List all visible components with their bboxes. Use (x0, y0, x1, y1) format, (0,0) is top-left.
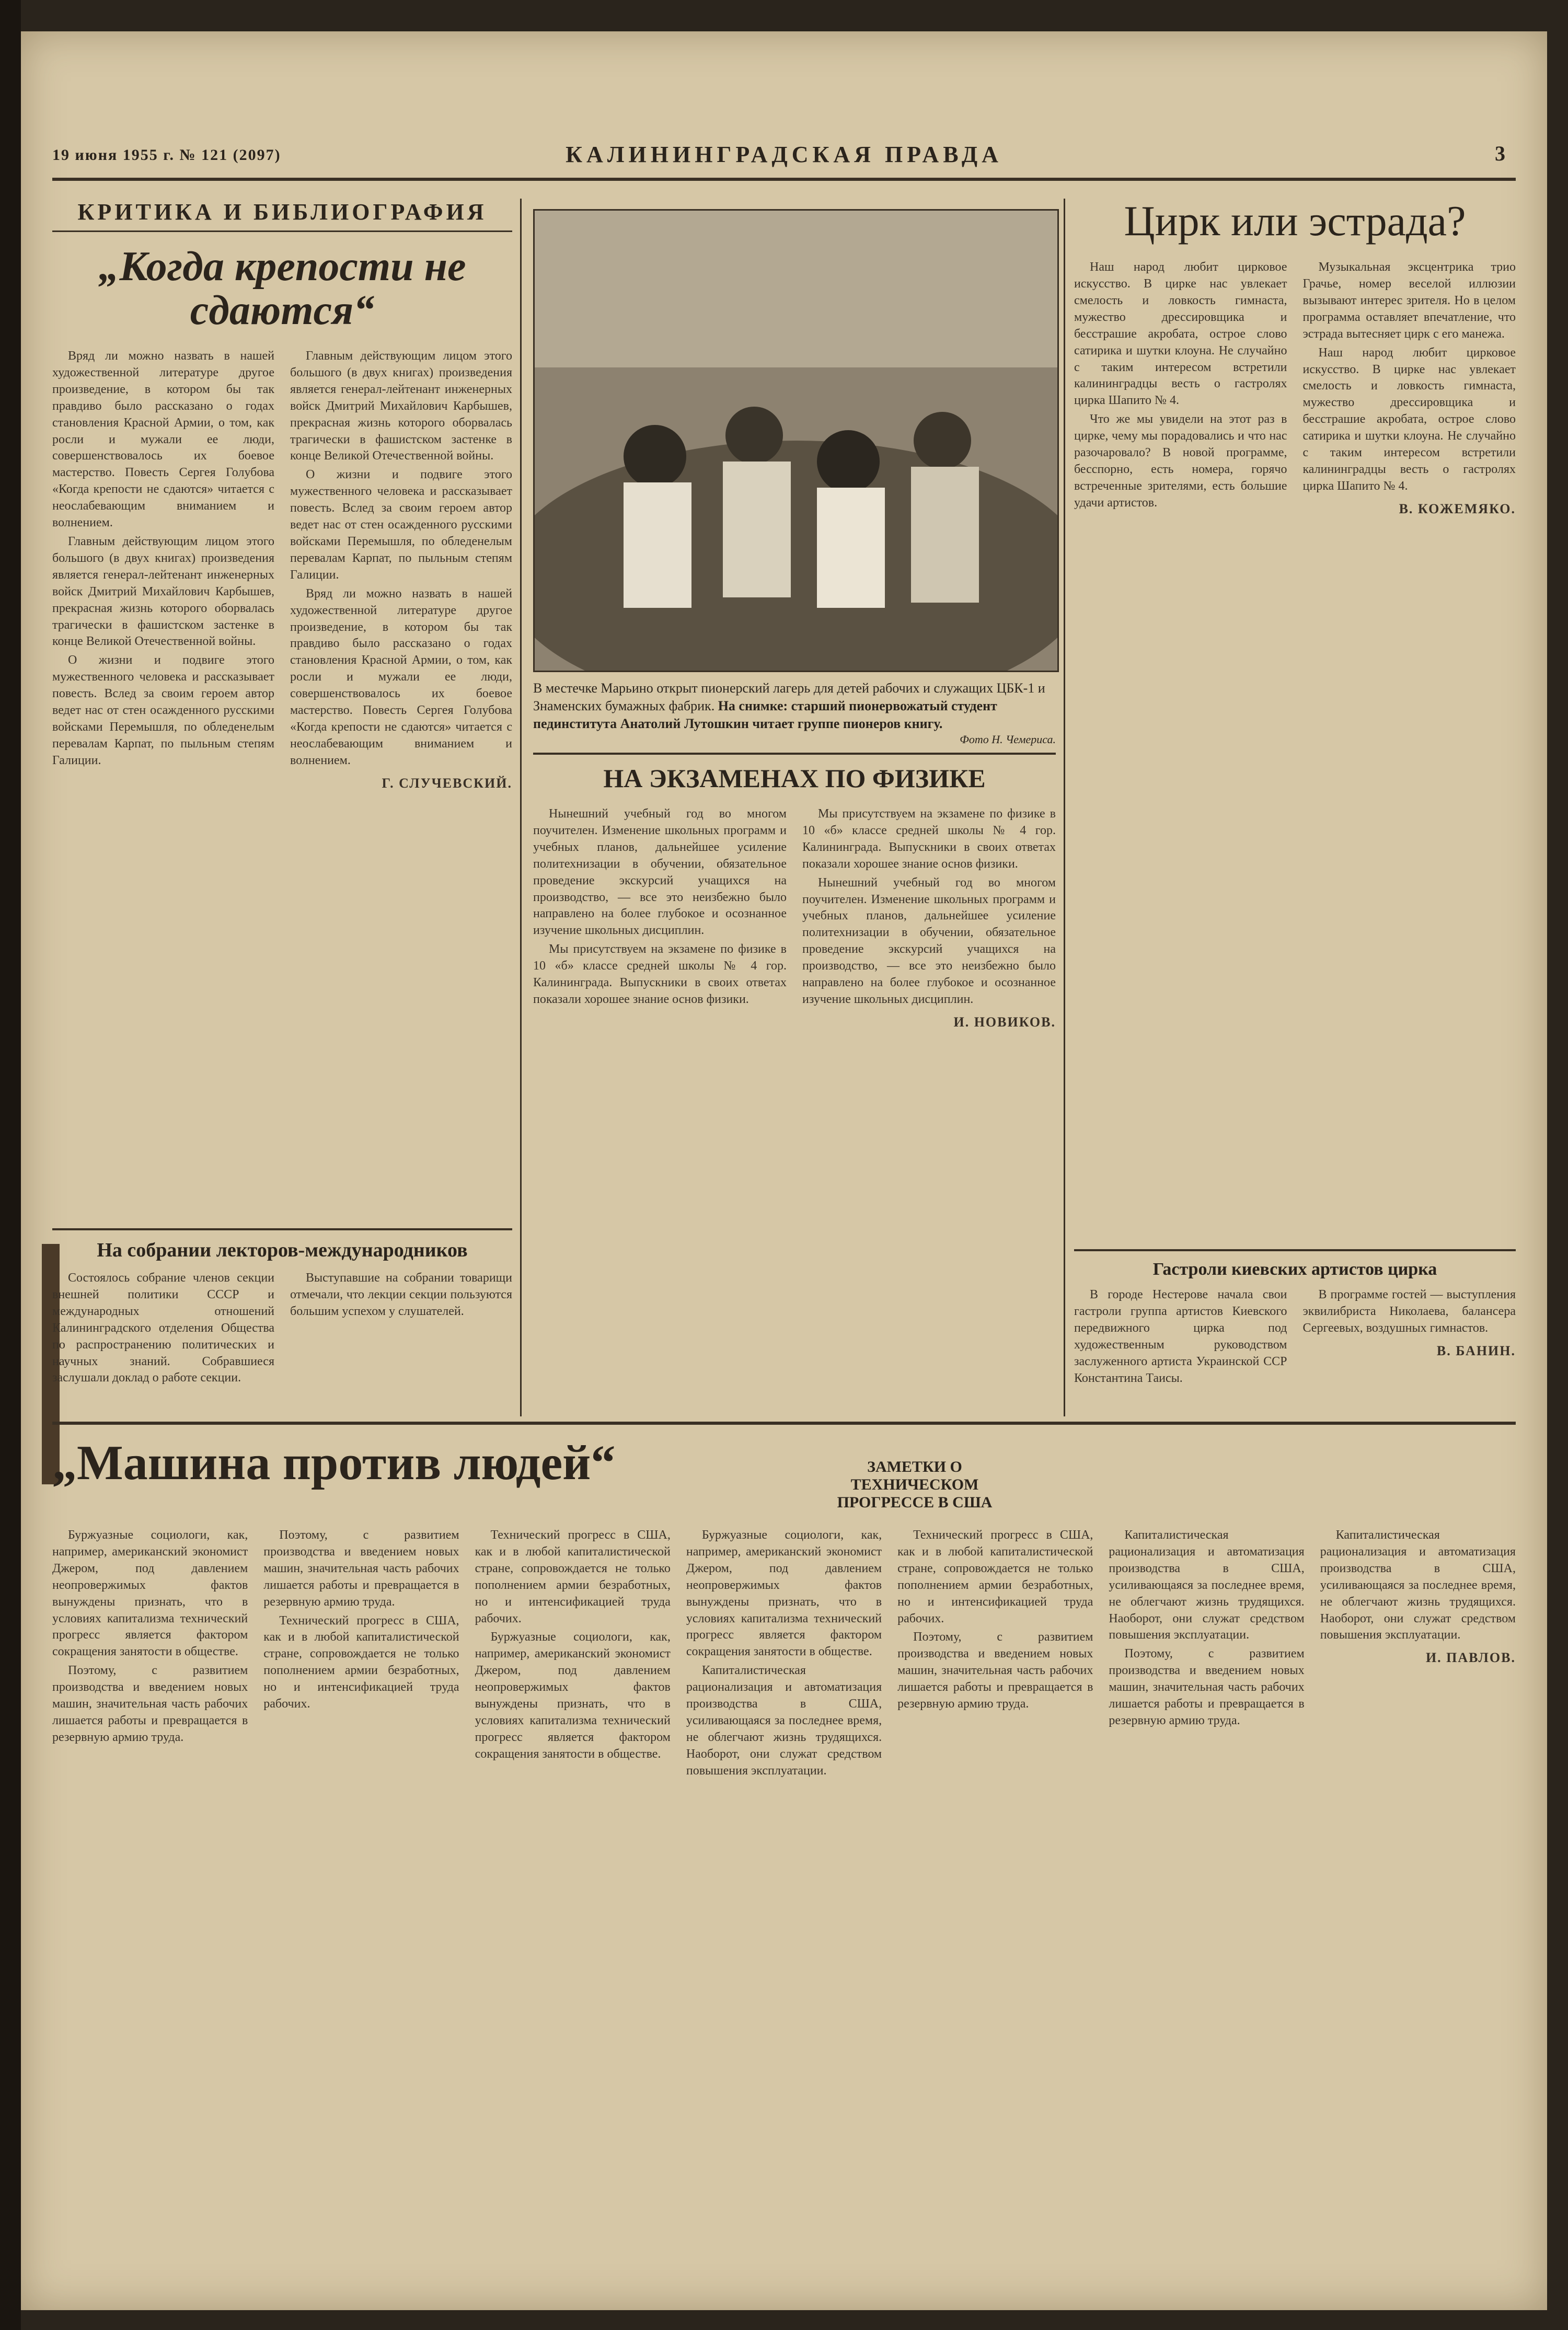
note-column (290, 1270, 512, 1389)
paragraph: Поэтому, с развитием производства и введением новых машин, значительная часть рабочих лишается работы и превращается в резервную армию труда. (1109, 1647, 1305, 1727)
paragraph: Наш народ любит цирковое искусство. В цирке нас увлекает смелость и ловкость гимнаста, мужество дрессировщика и бесстрашие акробата, острое слово сатирика и шутки клоуна. Не случайно с таким интересом встретили калининградцы весть о гастролях цирка Шапито № 4. (1302, 345, 1516, 493)
issue-date: 19 июня 1955 г. № 121 (2097) (52, 146, 281, 164)
paragraph: Нынешний учебный год во многом поучителен. Изменение школьных программ и учебных планов, дальнейшее усиление политехнизации в обучении, обязательное проведение экскурсий учащихся на производство, — все это неизбежно было направлено на более глубокое и осознанное изучение школьных дисциплин. (802, 875, 1056, 1006)
article-subheadline: ЗАМЕТКИ О ТЕХНИЧЕСКОМ ПРОГРЕССЕ В США (837, 1458, 993, 1511)
article-column (533, 806, 787, 1031)
article-column (1074, 259, 1287, 518)
note-headline: Гастроли киевских артистов цирка (1152, 1260, 1437, 1279)
article-author: В. КОЖЕМЯКО. (1399, 501, 1516, 516)
note-column (1303, 1287, 1516, 1389)
section-rubric: КРИТИКА И БИБЛИОГРАФИЯ (52, 199, 512, 232)
article-column (475, 1527, 671, 1782)
article-column (290, 348, 512, 792)
article-column (1109, 1527, 1304, 1782)
photo-caption (533, 679, 1056, 747)
column-rule (1064, 199, 1065, 1416)
column-rule (520, 199, 522, 1416)
article-column (1303, 259, 1516, 518)
article-column (1320, 1527, 1516, 1782)
paragraph: В городе Нестерове начала свои гастроли группа артистов Киевского передвижного цирка под художественным руководством заслуженного артиста Украинской ССР Константина Таисы. (1074, 1288, 1287, 1385)
paragraph: Вряд ли можно назвать в нашей художественной литературе другое произведение, в котором бы так правдиво было рассказано о годах становления Красной Армии, о том, как росли и мужали ее люди, совершенствовалось их боевое мастерство. Повесть Сергея Голубова «Когда крепости не сдаются» читается с неослабевающим вниманием и волнением. (52, 349, 274, 530)
paragraph: Вряд ли можно назвать в нашей художественной литературе другое произведение, в котором бы так правдиво было рассказано о годах становления Красной Армии, о том, как росли и мужали ее люди, совершенствовалось их боевое мастерство. Повесть Сергея Голубова «Когда крепости не сдаются» читается с неослабевающим вниманием и волнением. (290, 586, 512, 767)
paragraph: Технический прогресс в США, как и в любой капиталистической стране, сопровождается не только пополнением армии безработных, но и интенсификацией труда рабочих. (475, 1528, 671, 1625)
paragraph: Выступавшие на собрании товарищи отмечали, что лекции секции пользуются большим успехом у слушателей. (290, 1271, 512, 1318)
paragraph: Буржуазные социологи, как, например, американский экономист Джером, под давлением неопровержимых фактов вынуждены признать, что в условиях капитализма технический прогресс является фактором сокращения занятости в обществе. (686, 1528, 882, 1659)
note-headline: На собрании лекторов-международников (97, 1239, 468, 1261)
paragraph: Главным действующим лицом этого большого (в двух книгах) произведения является генерал-лейтенант инженерных войск Дмитрий Михайлович Карбышев, прекрасная жизнь которого оборвалась трагически в фашистском застенке в конце Великой Отечественной войны. (52, 534, 274, 649)
caption-text: В местечке Марьино открыт пионерский лагерь для детей рабочих и служащих ЦБК-1 и Знаменских бумажных фабрик. (533, 680, 1045, 713)
article-headline: НА ЭКЗАМЕНАХ ПО ФИЗИКЕ (603, 764, 986, 793)
article-column (52, 1527, 248, 1782)
divider (52, 1228, 512, 1230)
paragraph: Технический прогресс в США, как и в любой капиталистической стране, сопровождается не только пополнением армии безработных, но и интенсификацией труда рабочих. (263, 1613, 459, 1711)
newspaper-title: КАЛИНИНГРАДСКАЯ ПРАВДА (566, 142, 1002, 167)
article-author: В. БАНИН. (1436, 1343, 1516, 1358)
paragraph: Технический прогресс в США, как и в любой капиталистической стране, сопровождается не только пополнением армии безработных, но и интенсификацией труда рабочих. (897, 1528, 1093, 1625)
article-column (686, 1527, 882, 1782)
note-column (52, 1270, 274, 1389)
circus-article (1074, 199, 1516, 1239)
paragraph: Капиталистическая рационализация и автоматизация производства в США, усиливающаяся за последнее время, не облегчают жизнь трудящихся. Наоборот, они служат средством повышения эксплуатации. (686, 1664, 882, 1778)
paragraph: Что же мы увидели на этот раз в цирке, чему мы порадовались и что нас разочаровало? В новой программе, бесспорно, есть номера, горячо встреченные зрителями, есть большие удачи артистов. (1074, 412, 1287, 510)
paragraph: Наш народ любит цирковое искусство. В цирке нас увлекает смелость и ловкость гимнаста, мужество дрессировщика и бесстрашие акробата, острое слово сатирика и шутки клоуна. Не случайно с таким интересом встретили калининградцы весть о гастролях цирка Шапито № 4. (1074, 260, 1287, 408)
page-number: 3 (1495, 142, 1505, 165)
article-author: Г. СЛУЧЕВСКИЙ. (382, 775, 512, 791)
paragraph: В программе гостей — выступления эквилибриста Николаева, балансера Сергеевых, воздушных гимнастов. (1302, 1288, 1516, 1335)
lecturers-note (52, 1239, 512, 1411)
criticism-article (52, 199, 512, 1218)
paragraph: Капиталистическая рационализация и автоматизация производства в США, усиливающаяся за последнее время, не облегчают жизнь трудящихся. Наоборот, они служат средством повышения эксплуатации. (1109, 1528, 1305, 1642)
divider (1074, 1249, 1516, 1251)
paragraph: Нынешний учебный год во многом поучителен. Изменение школьных программ и учебных планов, дальнейшее усиление политехнизации в обучении, обязательное проведение экскурсий учащихся на производство, — все это неизбежно было направлено на более глубокое и осознанное изучение школьных дисциплин. (533, 807, 787, 938)
paragraph: Капиталистическая рационализация и автоматизация производства в США, усиливающаяся за последнее время, не облегчают жизнь трудящихся. Наоборот, они служат средством повышения эксплуатации. (1320, 1528, 1516, 1642)
paragraph: Поэтому, с развитием производства и введением новых машин, значительная часть рабочих лишается работы и превращается в резервную армию труда. (52, 1664, 248, 1744)
paragraph: Буржуазные социологи, как, например, американский экономист Джером, под давлением неопровержимых фактов вынуждены признать, что в условиях капитализма технический прогресс является фактором сокращения занятости в обществе. (52, 1528, 248, 1659)
divider (533, 753, 1056, 755)
paragraph: Мы присутствуем на экзамене по физике в 10 «б» классе средней школы № 4 гор. Калининграда. Выпускники в своих ответах показали хорошее знание основ физики. (533, 942, 787, 1006)
article-column (802, 806, 1056, 1031)
article-column (263, 1527, 459, 1782)
article-column (897, 1527, 1093, 1782)
photo-credit: Фото Н. Чемериса. (960, 733, 1056, 746)
article-author: И. НОВИКОВ. (953, 1014, 1056, 1030)
note-column (1074, 1287, 1287, 1389)
physics-article (533, 763, 1056, 1411)
newspaper-page (21, 31, 1547, 2310)
article-column (52, 348, 274, 792)
paragraph: Музыкальная эксцентрика трио Грачье, номер веселой иллюзии вызывают интерес зрителя. Но в целом программа оставляет впечатление, что эстрада вытесняет цирк с его манежа. (1302, 260, 1516, 341)
paragraph: О жизни и подвиге этого мужественного человека и рассказывает повесть. Вслед за своим героем автор ведет нас от стен осажденного русскими войсками Перемышля, по обледенелым перевалам Карпат, по пыльным степям Галиции. (290, 468, 512, 582)
paragraph: О жизни и подвиге этого мужественного человека и рассказывает повесть. Вслед за своим героем автор ведет нас от стен осажденного русскими войсками Перемышля, по обледенелым перевалам Карпат, по пыльным степям Галиции. (52, 653, 274, 767)
article-headline: „Машина против людей“ (52, 1437, 616, 1490)
article-headline: „Когда крепости не сдаются“ (98, 244, 466, 333)
tour-note (1074, 1260, 1516, 1411)
article-headline: Цирк или эстрада? (1124, 199, 1466, 245)
paragraph: Состоялось собрание членов секции внешней политики СССР и международных отношений Калининградского отделения Общества по распространению политических и научных знаний. Собравшиеся заслушали доклад о работе секции. (52, 1271, 274, 1385)
page-header (52, 120, 1516, 181)
paragraph: Главным действующим лицом этого большого (в двух книгах) произведения является генерал-лейтенант инженерных войск Дмитрий Михайлович Карбышев, прекрасная жизнь которого оборвалась трагически в фашистском застенке в конце Великой Отечественной войны. (290, 349, 512, 463)
paragraph: Буржуазные социологи, как, например, американский экономист Джером, под давлением неопровержимых фактов вынуждены признать, что в условиях капитализма технический прогресс является фактором сокращения занятости в обществе. (475, 1630, 671, 1761)
paragraph: Поэтому, с развитием производства и введением новых машин, значительная часть рабочих лишается работы и превращается в резервную армию труда. (263, 1528, 459, 1609)
paragraph: Поэтому, с развитием производства и введением новых машин, значительная часть рабочих лишается работы и превращается в резервную армию труда. (897, 1630, 1093, 1711)
caption-subtext: На снимке: старший пионервожатый студент пединститута Анатолий Лутошкин читает группе пионеров книгу. (533, 698, 997, 731)
section-divider (52, 1422, 1516, 1425)
news-photo (533, 209, 1059, 672)
binding-edge (0, 0, 21, 2330)
paragraph: Мы присутствуем на экзамене по физике в 10 «б» классе средней школы № 4 гор. Калининграда. Выпускники в своих ответах показали хорошее знание основ физики. (802, 807, 1056, 871)
article-author: И. ПАВЛОВ. (1425, 1650, 1516, 1666)
machine-article (52, 1437, 1516, 2284)
